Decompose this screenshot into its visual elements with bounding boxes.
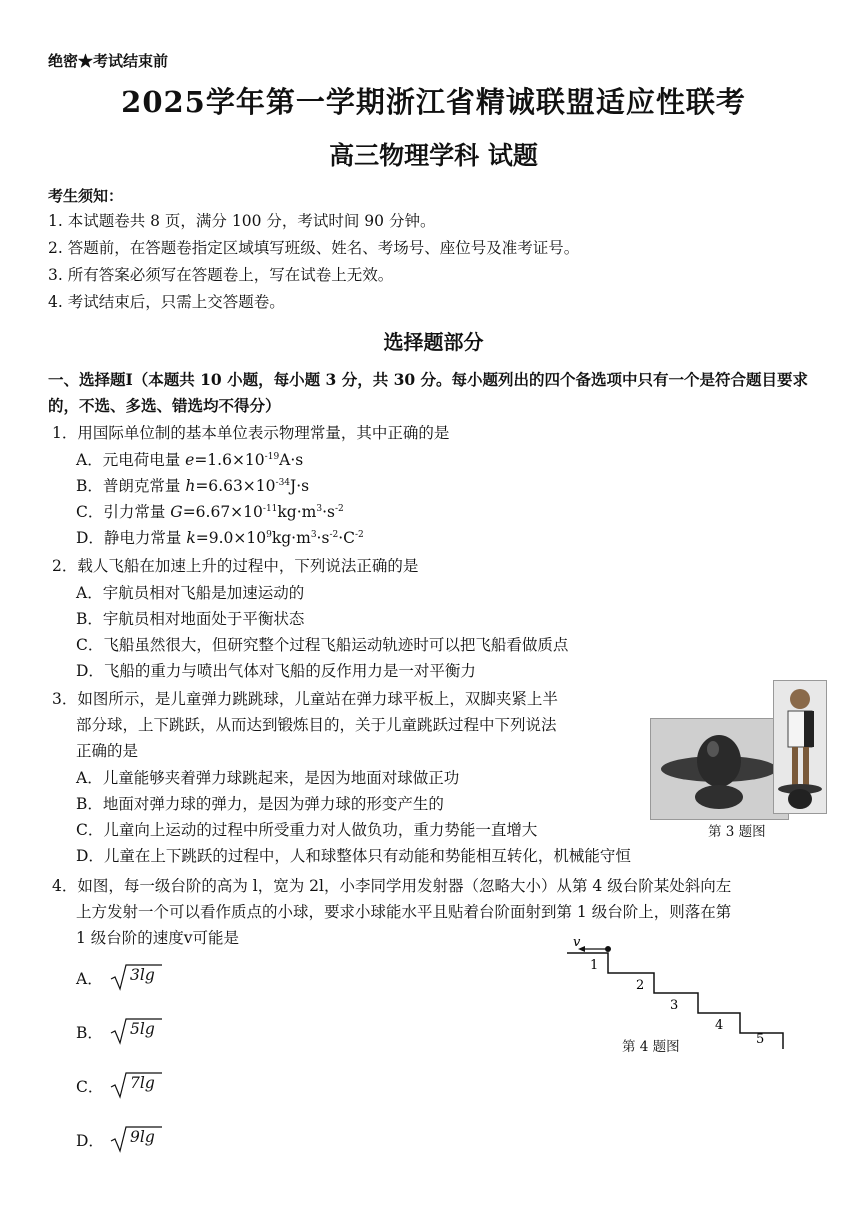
section-title: 选择题部分 — [383, 330, 484, 354]
step-label-2: 2 — [636, 978, 645, 993]
q1-d-exp: 9 — [266, 530, 272, 540]
q4-option-d-letter: D． — [76, 1132, 104, 1150]
q1-stem: 1．用国际单位制的基本单位表示物理常量，其中正确的是 — [52, 424, 450, 442]
q1-b-exp: -34 — [275, 478, 291, 488]
q3-stem-line: 部分球，上下跳跃，从而达到锻炼目的，关于儿童跳跃过程中下列说法 — [76, 716, 557, 734]
q1-d-text: D．静电力常量 — [76, 529, 187, 547]
q1-c-val: =6.67×10 — [182, 503, 263, 521]
velocity-label: v — [573, 935, 581, 950]
q3-option-c: C．儿童向上运动的过程中所受重力对人做负功，重力势能一直增大 — [76, 821, 538, 839]
exam-title: 2025学年第一学期浙江省精诚联盟适应性联考 — [121, 85, 746, 119]
q4-option-b-root — [110, 1016, 170, 1046]
q1-option-b — [76, 473, 309, 499]
q4-stem-line: 4．如图，每一级台阶的高为 l，宽为 2l，小李同学用发射器（忽略大小）从第 4 级台阶某处斜向左 — [52, 877, 732, 895]
notice-item: 2. 答题前，在答题卷指定区域填写班级、姓名、考场号、座位号及准考证号。 — [48, 239, 580, 257]
q4-option-a-root — [110, 962, 170, 992]
q4-option-b-letter: B． — [76, 1024, 103, 1042]
notice-item: 4. 考试结束后，只需上交答题卷。 — [48, 293, 285, 311]
notice-item: 1. 本试题卷共 8 页，满分 100 分，考试时间 90 分钟。 — [48, 212, 436, 230]
child-on-pogo-ball-photo — [773, 680, 827, 814]
q1-d-val: =9.0×10 — [195, 529, 267, 547]
q4-stem-line: 1 级台阶的速度v可能是 — [76, 929, 240, 947]
q1-c-var: G — [170, 503, 183, 521]
q2-option-d: D．飞船的重力与喷出气体对飞船的反作用力是一对平衡力 — [76, 662, 476, 680]
q1-a-exp: -19 — [264, 452, 280, 462]
q1-d-exp4: -2 — [355, 530, 364, 540]
q4-option-a-letter: A． — [76, 970, 103, 988]
q1-c-unit: kg·m — [277, 503, 317, 521]
q4-option-a-value: 3lg — [130, 966, 155, 984]
q1-b-text: B．普朗克常量 — [76, 477, 186, 495]
step-label-4: 4 — [715, 1018, 724, 1033]
q2-option-a: A．宇航员相对飞船是加速运动的 — [76, 584, 305, 602]
q4-option-d-value: 9lg — [130, 1128, 155, 1146]
q2-option-b: B．宇航员相对地面处于平衡状态 — [76, 610, 305, 628]
ball-particle — [605, 946, 611, 952]
exam-subtitle: 高三物理学科 试题 — [329, 141, 538, 170]
q1-d-exp2: 3 — [310, 530, 317, 540]
step-label-5: 5 — [756, 1032, 765, 1047]
q1-c-exp: -11 — [262, 504, 278, 514]
q4-staircase-diagram — [560, 935, 800, 1053]
q4-option-c-root — [110, 1070, 170, 1100]
step-label-3: 3 — [670, 998, 679, 1013]
child-image — [774, 681, 826, 813]
q4-option-b-value: 5lg — [130, 1020, 155, 1038]
q3-stem-line: 正确的是 — [76, 742, 139, 760]
q3-figure-caption: 第 3 题图 — [708, 824, 766, 840]
q2-option-c: C．飞船虽然很大，但研究整个过程飞船运动轨迹时可以把飞船看做质点 — [76, 636, 569, 654]
q4-stem-line: 上方发射一个可以看作质点的小球，要求小球能水平且贴着台阶面射到第 1 级台阶上，则落在第 — [76, 903, 732, 921]
q2-stem: 2．载人飞船在加速上升的过程中，下列说法正确的是 — [52, 557, 419, 575]
q1-d-exp3: -2 — [329, 530, 339, 540]
notice-item: 3. 所有答案必须写在答题卷上，写在试卷上无效。 — [48, 266, 394, 284]
q1-d-unit2: ·s — [316, 529, 330, 547]
q1-b-unit: J·s — [290, 477, 310, 495]
q1-b-var: h — [185, 477, 196, 495]
q1-d-unit: kg·m — [271, 529, 311, 547]
notice-heading: 考生须知： — [48, 187, 124, 205]
q3-option-b: B．地面对弹力球的弹力，是因为弹力球的形变产生的 — [76, 795, 444, 813]
q1-c-text: C．引力常量 — [76, 503, 171, 521]
q4-option-c-letter: C． — [76, 1078, 104, 1096]
q1-c-exp2: 3 — [316, 504, 323, 514]
q1-b-val: =6.63×10 — [195, 477, 276, 495]
q4-option-c-value: 7lg — [130, 1074, 155, 1092]
q1-a-text: A．元电荷电量 — [76, 451, 186, 469]
q3-stem-line: 3．如图所示，是儿童弹力跳跳球，儿童站在弹力球平板上，双脚夹紧上半 — [52, 690, 558, 708]
q1-a-var: e — [185, 451, 195, 469]
q1-a-val: =1.6×10 — [194, 451, 265, 469]
q4-figure-caption: 第 4 题图 — [622, 1039, 680, 1055]
q1-option-c — [76, 499, 344, 525]
q4-option-d-root — [110, 1124, 170, 1154]
q1-c-exp3: -2 — [334, 504, 344, 514]
q1-a-unit: A·s — [279, 451, 304, 469]
part-one-instructions: 一、选择题Ⅰ（本题共 10 小题，每小题 3 分，共 30 分。每小题列出的四个备选项中只有一个是符合题目要求的，不选、多选、错选均不得分） — [48, 370, 809, 415]
q1-option-a — [76, 447, 303, 473]
step-label-1: 1 — [590, 958, 599, 973]
q1-option-d — [76, 525, 364, 551]
q3-option-a: A．儿童能够夹着弹力球跳起来，是因为地面对球做正功 — [76, 769, 460, 787]
q1-d-unit3: ·C — [338, 529, 356, 547]
q3-option-d: D．儿童在上下跳跃的过程中，人和球整体只有动能和势能相互转化，机械能守恒 — [76, 847, 631, 865]
pogo-ball-photo — [650, 718, 789, 820]
confidential-label: 绝密★考试结束前 — [48, 52, 169, 70]
q1-d-var: k — [186, 529, 196, 547]
pogo-ball-image — [651, 719, 788, 819]
q1-c-unit2: ·s — [322, 503, 335, 521]
